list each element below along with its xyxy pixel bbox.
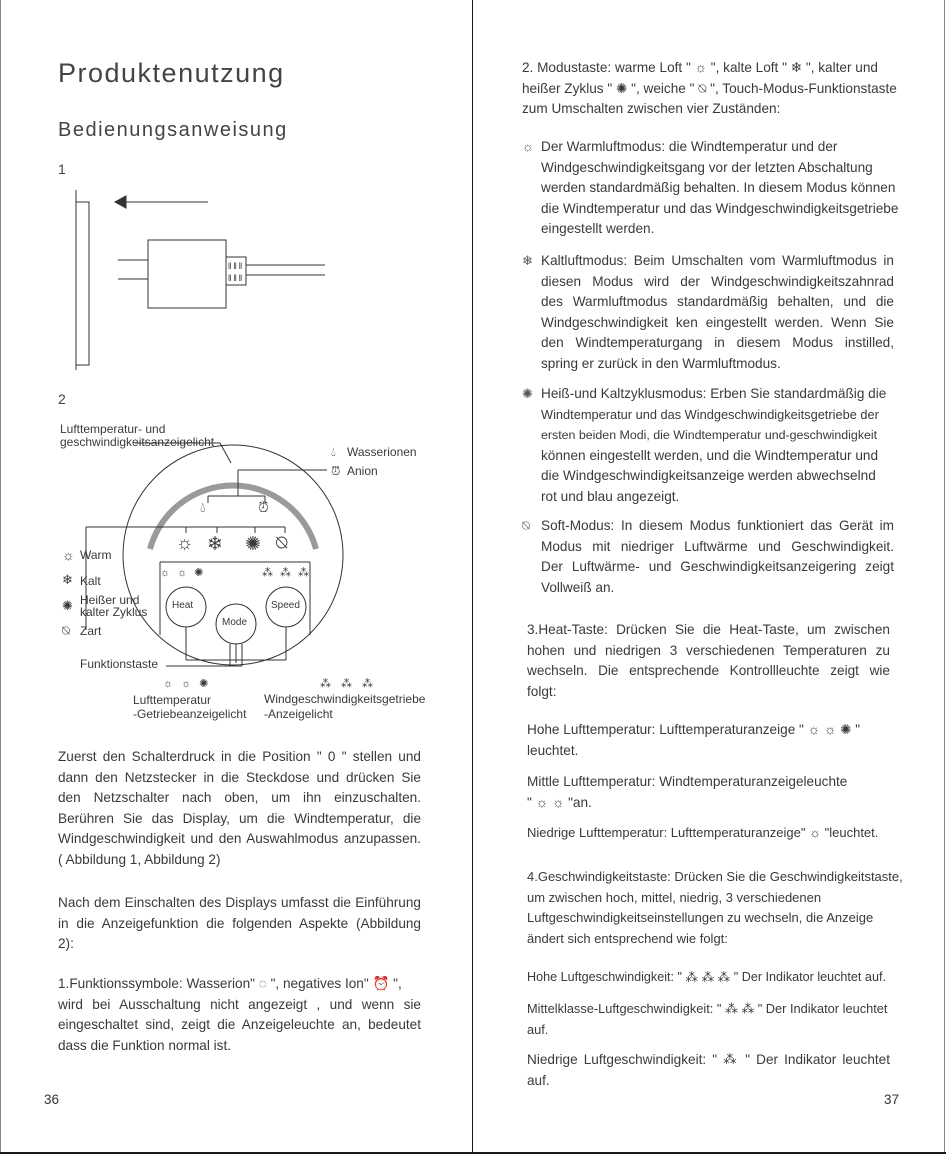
water-ion-indicator-icon: 💧︎ (200, 499, 206, 515)
mode-warm-description: ☼ Der Warmluftmodus: die Windtemperatur und der Windgeschwindigkeitsgang vor der letzten Abschaltung werden standardmäßig behalten. In diesem Modus können die Windtemperatur und das Windgeschwindigkeitsgetriebe eingestellt werden. (522, 139, 899, 236)
mode-soft-description: ⍉ Soft-Modus: In diesem Modus funktioniert das Gerät im Modus mit niedriger Luftwärme und Geschwindigkeit. Der Luftwärme- und Geschwindigkeitsanzeigering zeigt Vollweiß an. (522, 518, 894, 595)
page-number-right: 37 (884, 1092, 900, 1107)
hot-cold-cycle-icon: ✺ (522, 386, 533, 401)
instructions-paragraph-1: Zuerst den Schalterdruck in die Position " 0 " stellen und dann den Netzstecker in die Steckdose und drücken Sie den Netzschalter nach oben, um ihn einzuschalten. Berühren Sie das Display, um die Windtemperatur, die Windgeschwindigkeit und den Auswahlmodus anzupassen. ( Abbildung 1, Abbildung 2) (58, 749, 421, 867)
leaf-icon: ⍉ (522, 518, 530, 533)
section-heading: Bedienungsanweisung (58, 119, 288, 141)
heat-mid: Mittle Lufttemperatur: Windtemperaturanzeigeleuchte " ☼ ☼ "an. (527, 774, 848, 810)
temp-indicator-icons: ☼☼✺ (160, 567, 211, 579)
label-anion: Anion (347, 464, 378, 478)
label-windspeed-2: -Anzeigelicht (264, 707, 333, 721)
label-airtemp-2: -Getriebeanzeigelicht (133, 707, 247, 721)
figure-1-plug-diagram (60, 185, 340, 370)
instructions-paragraph-2: Nach dem Einschalten des Displays umfasst die Einführung in die Anzeigefunktion die folgenden Aspekte (Abbildung 2): (58, 895, 421, 951)
sun-icon: ☼ (522, 139, 534, 154)
speed-low: Niedrige Luftgeschwindigkeit: " ⁂ " Der Indikator leuchtet auf. (527, 1052, 890, 1088)
anion-indicator-icon: ⏰︎ (258, 499, 269, 515)
label-function-key: Funktionstaste (80, 657, 159, 671)
label-windspeed: Windgeschwindigkeitsgetriebe (264, 692, 426, 706)
speed-mid: Mittelklasse-Luftgeschwindigkeit: " ⁂ ⁂ " Der Indikator leuchtet auf. (527, 1001, 888, 1037)
soft-icon: ⍉ (62, 623, 70, 638)
label-airtemp: Lufttemperatur (133, 693, 212, 707)
svg-text:ǁǁǁ: ǁǁǁ (227, 274, 244, 284)
hot-cold-icon: ✺ (62, 598, 73, 613)
heat-high: Hohe Lufttemperatur: Lufttemperaturanzeige " ☼ ☼ ✺ " leuchtet. (527, 722, 861, 758)
speed-high: Hohe Luftgeschwindigkeit: " ⁂ ⁂ ⁂ " Der Indikator leuchtet auf. (527, 970, 886, 984)
speed-key-paragraph: 4.Geschwindigkeitstaste: Drücken Sie die Geschwindigkeitstaste, um zwischen hoch, mittel, niedrig, 3 verschiedenen Luftgeschwindigkeitseinstellungen zu wechseln, die Anzeige ändert sich entsprechend wie folgt: (527, 869, 903, 946)
mode-cold-description: ❄ Kaltluftmodus: Beim Umschalten vom Warmluftmodus in diesen Modus wird der Windgeschwindigkeitszahnrad des Warmluftmodus standardmäßig behalten, und die Windgeschwindigkeit ken eingestellt werden. Wenn Sie den Windtemperaturgang in diesem Modus instilled, spring er zurück in den Warmluftmodus. (522, 253, 894, 371)
label-water-ions: Wasserionen (347, 445, 417, 459)
page-border-right (944, 0, 945, 1154)
label-cold: Kalt (80, 574, 101, 588)
hot-cold-cycle-icon: ✺ (245, 534, 261, 555)
page-number-left: 36 (44, 1092, 60, 1107)
airtemp-indicator-icons: ☼☼✺ (163, 678, 217, 690)
cold-snowflake-icon: ❄ (207, 534, 223, 555)
figure-2-control-panel (0, 415, 472, 735)
windspeed-indicator-icons: ⁂⁂⁂ (320, 678, 383, 690)
label-warm: Warm (80, 548, 112, 562)
warm-sun-icon: ☼ (176, 533, 194, 554)
page-title: Produktenutzung (58, 58, 285, 88)
function-symbols-paragraph: 1.Funktionssymbole: Wasserion" ◌ ", negatives Ion" ⏰ ", wird bei Ausschaltung nicht angezeigt , und wenn sie eingeschaltet sind, zeigt die Anzeigeleuchte an, bedeutet dass die Funktion normal ist. (58, 976, 421, 1053)
mode-key-intro: 2. Modustaste: warme Loft " ☼ ", kalte Loft " ❄ ", kalter und heißer Zyklus " ✺ ", weiche " ⍉ ", Touch-Modus-Funktionstaste zum Umschalten zwischen vier Zuständen: (522, 60, 897, 116)
cold-icon: ❄ (62, 572, 73, 587)
water-drop-icon: 💧︎ (331, 445, 336, 459)
heat-key-paragraph: 3.Heat-Taste: Drücken Sie die Heat-Taste, um zwischen hohen und niedrigen 3 verschiedenen Temperaturen zu wechseln. Die entsprechende Kontrollleuchte zeigt wie folgt: (527, 622, 890, 699)
speed-indicator-icons: ⁂⁂⁂ (262, 567, 316, 579)
label-indicator-light-2: geschwindigkeitsanzeigelicht (60, 435, 215, 449)
anion-icon: ⏰︎ (331, 464, 341, 478)
soft-leaf-icon: ⍉ (276, 533, 288, 554)
heat-low: Niedrige Lufttemperatur: Lufttemperaturanzeige" ☼ "leuchtet. (527, 825, 879, 840)
snowflake-icon: ❄ (522, 253, 533, 268)
label-soft: Zart (80, 624, 102, 638)
speed-button: Speed (271, 600, 300, 611)
label-indicator-light: Lufttemperatur- und (60, 422, 166, 436)
heat-button: Heat (172, 600, 194, 611)
label-hot-cold: Heißer und kalter Zyklus (80, 593, 148, 619)
warm-icon: ☼ (62, 547, 75, 563)
mode-hot-cold-cycle-description: ✺ Heiß-und Kaltzyklusmodus: Erben Sie standardmäßig die Windtemperatur und das Windgeschwindigkeitsgetriebe der ersten beiden Modi, die Windtemperatur und-geschwindigkeit können eingestellt werden, und die Windtemperatur und die Windgeschwindigkeitsanzeige werden abwechselnd rot und blau angezeigt. (522, 386, 887, 504)
figure-2-number: 2 (58, 391, 66, 407)
figure-1-number: 1 (58, 161, 66, 177)
left-page (0, 0, 472, 1154)
mode-button: Mode (222, 617, 248, 628)
page-divider (472, 0, 473, 1154)
svg-text:ǁǁǁ: ǁǁǁ (227, 262, 244, 272)
